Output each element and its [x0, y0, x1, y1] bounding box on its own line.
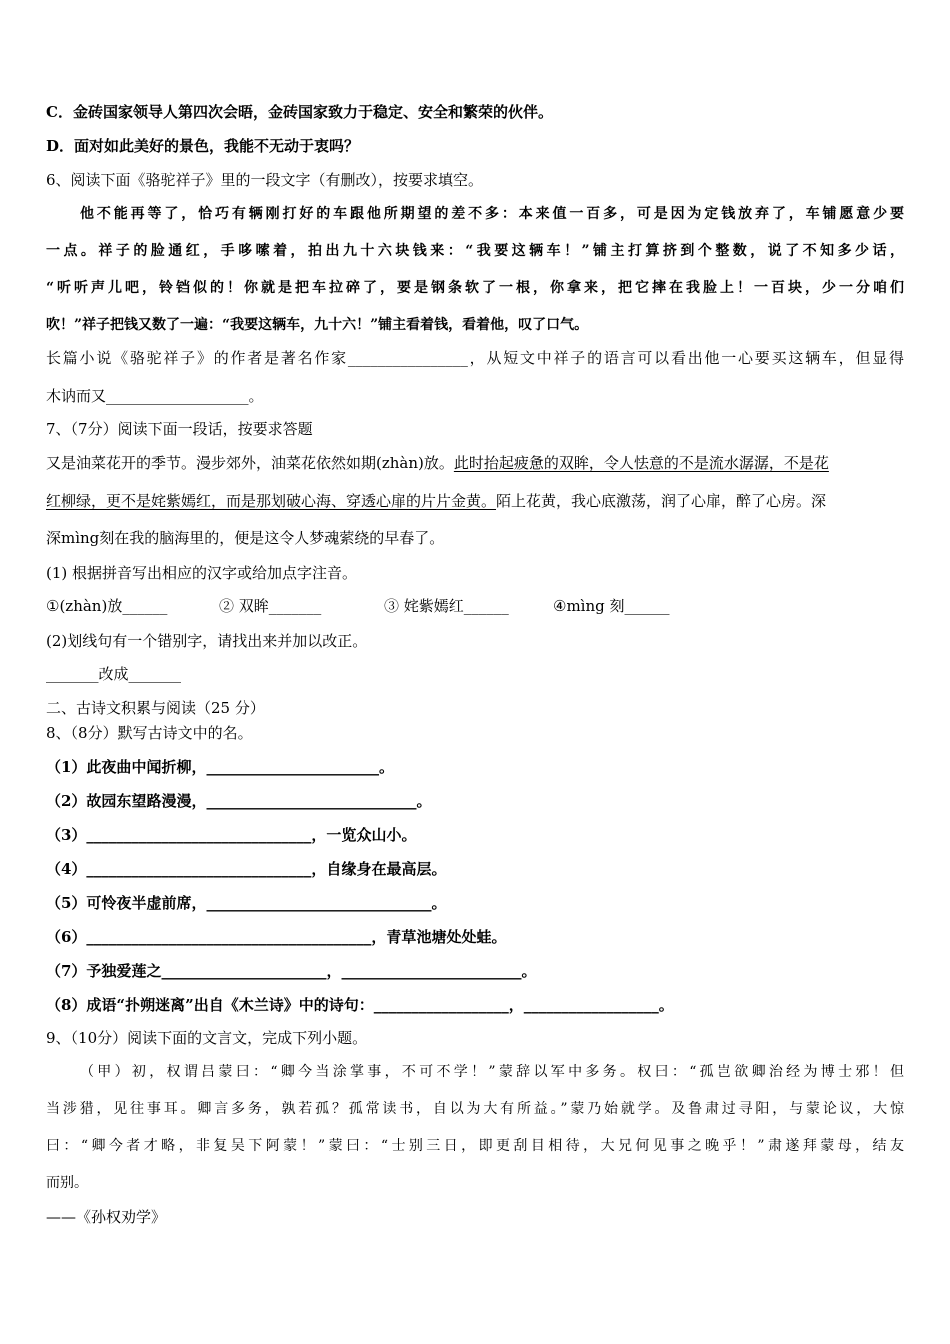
- option-c: C．金砖国家领导人第四次会晤，金砖国家致力于稳定、安全和繁荣的伙伴。: [46, 103, 553, 121]
- q8-item-5: （5）可怜夜半虚前席，______________________________。: [46, 894, 447, 912]
- q7-passage-line-3: 深mìng刻在我的脑海里的，便是这令人梦魂萦绕的早春了。: [46, 529, 445, 547]
- q8-item-2: （2）故园东望路漫漫，____________________________。: [46, 792, 432, 810]
- q7-blank-3: ③ 姹紫嫣红______: [384, 597, 509, 615]
- q6-passage-line-4: 吹！”祥子把钱又数了一遍：“我要这辆车，九十六！”铺主看着钱，看着他，叹了口气。: [46, 317, 589, 333]
- q6-passage-line-1: 他不能再等了，恰巧有辆刚打好的车跟他所期望的差不多：本来值一百多，可是因为定钱放弃了，车铺愿意少要: [80, 206, 904, 222]
- section-2-title: 二、古诗文积累与阅读（25 分）: [46, 699, 265, 717]
- q8-title: 8、（8分）默写古诗文中的名。: [46, 724, 253, 742]
- option-d: D．面对如此美好的景色，我能不无动于衷吗？: [46, 137, 360, 155]
- q9-source: ——《孙权劝学》: [46, 1208, 167, 1226]
- q7-passage-line-1: [46, 452, 904, 474]
- q8-item-7: （7）予独爱莲之______________________，________________________。: [46, 962, 537, 980]
- q7-title: 7、（7分）阅读下面一段话，按要求答题: [46, 420, 313, 438]
- q8-item-3: （3）______________________________，一览众山小。: [46, 826, 417, 844]
- q7-blank-4: ④mìng 刻______: [553, 597, 670, 615]
- q7-underlined-sentence-2: 红柳绿，更不是姹紫嫣红，而是那划破心海、穿透心扉的片片金黄。: [46, 492, 497, 510]
- q8-item-6: （6）______________________________________，青草池塘处处蛙。: [46, 928, 507, 946]
- q9-passage-line-3: 曰：“卿今者才略，非复吴下阿蒙！”蒙曰：“士别三日，即更刮目相待，大兄何见事之晚乎！”肃遂拜蒙母，结友: [46, 1138, 904, 1154]
- q6-question-line-1: 长篇小说《骆驼祥子》的作者是著名作家________________，从短文中祥子的语言可以看出他一心要买这辆车，但显得: [46, 349, 904, 367]
- q8-item-4: （4）______________________________，自缘身在最高层。: [46, 860, 447, 878]
- q7-subquestion-1: (1) 根据拼音写出相应的汉字或给加点字注音。: [46, 564, 358, 582]
- q6-passage-line-3: “听听声儿吧，铃铛似的！你就是把车拉碎了，要是钢条软了一根，你拿来，把它摔在我脸上！一百块，少一分咱们: [46, 280, 904, 296]
- q7-blank-2: ② 双眸_______: [219, 597, 322, 615]
- q9-passage-line-1: （甲）初，权谓吕蒙曰：“卿今当涂掌事，不可不学！”蒙辞以军中多务。权曰：“孤岂欲卿治经为博士邪！但: [80, 1064, 904, 1080]
- q7-blank-1: ①(zhàn)放______: [46, 597, 168, 615]
- q6-question-line-2: 木讷而又___________________。: [46, 387, 264, 405]
- q8-item-8: （8）成语“扑朔迷离”出自《木兰诗》中的诗句：__________________，__________________。: [46, 996, 674, 1014]
- q7-correction-blank: _______改成_______: [46, 665, 182, 683]
- q6-title: 6、阅读下面《骆驼祥子》里的一段文字（有删改），按要求填空。: [46, 171, 484, 189]
- q7-passage-plain-2: 陌上花黄，我心底激荡，润了心扉，醉了心房。深: [496, 492, 827, 510]
- q7-subquestion-2: (2)划线句有一个错别字，请找出来并加以改正。: [46, 632, 368, 650]
- q7-passage-line-2: [46, 490, 904, 512]
- q9-passage-line-2: 当涉猎，见往事耳。卿言多务，孰若孤？孤常读书，自以为大有所益。”蒙乃始就学。及鲁肃过寻阳，与蒙论议，大惊: [46, 1101, 904, 1117]
- q8-item-1: （1）此夜曲中闻折柳，_______________________。: [46, 758, 394, 776]
- q7-passage-plain-1: 又是油菜花开的季节。漫步郊外，油菜花依然如期(zhàn)放。: [46, 454, 454, 472]
- q6-passage-line-2: 一点。祥子的脸通红，手哆嗦着，拍出九十六块钱来：“我要这辆车！”铺主打算挤到个整数，说了不知多少话，: [46, 243, 904, 259]
- q9-title: 9、（10分）阅读下面的文言文，完成下列小题。: [46, 1029, 368, 1047]
- q7-underlined-sentence-1: 此时抬起疲惫的双眸，令人怯意的不是流水潺潺，不是花: [453, 454, 829, 472]
- q9-passage-line-4: 而别。: [46, 1175, 88, 1191]
